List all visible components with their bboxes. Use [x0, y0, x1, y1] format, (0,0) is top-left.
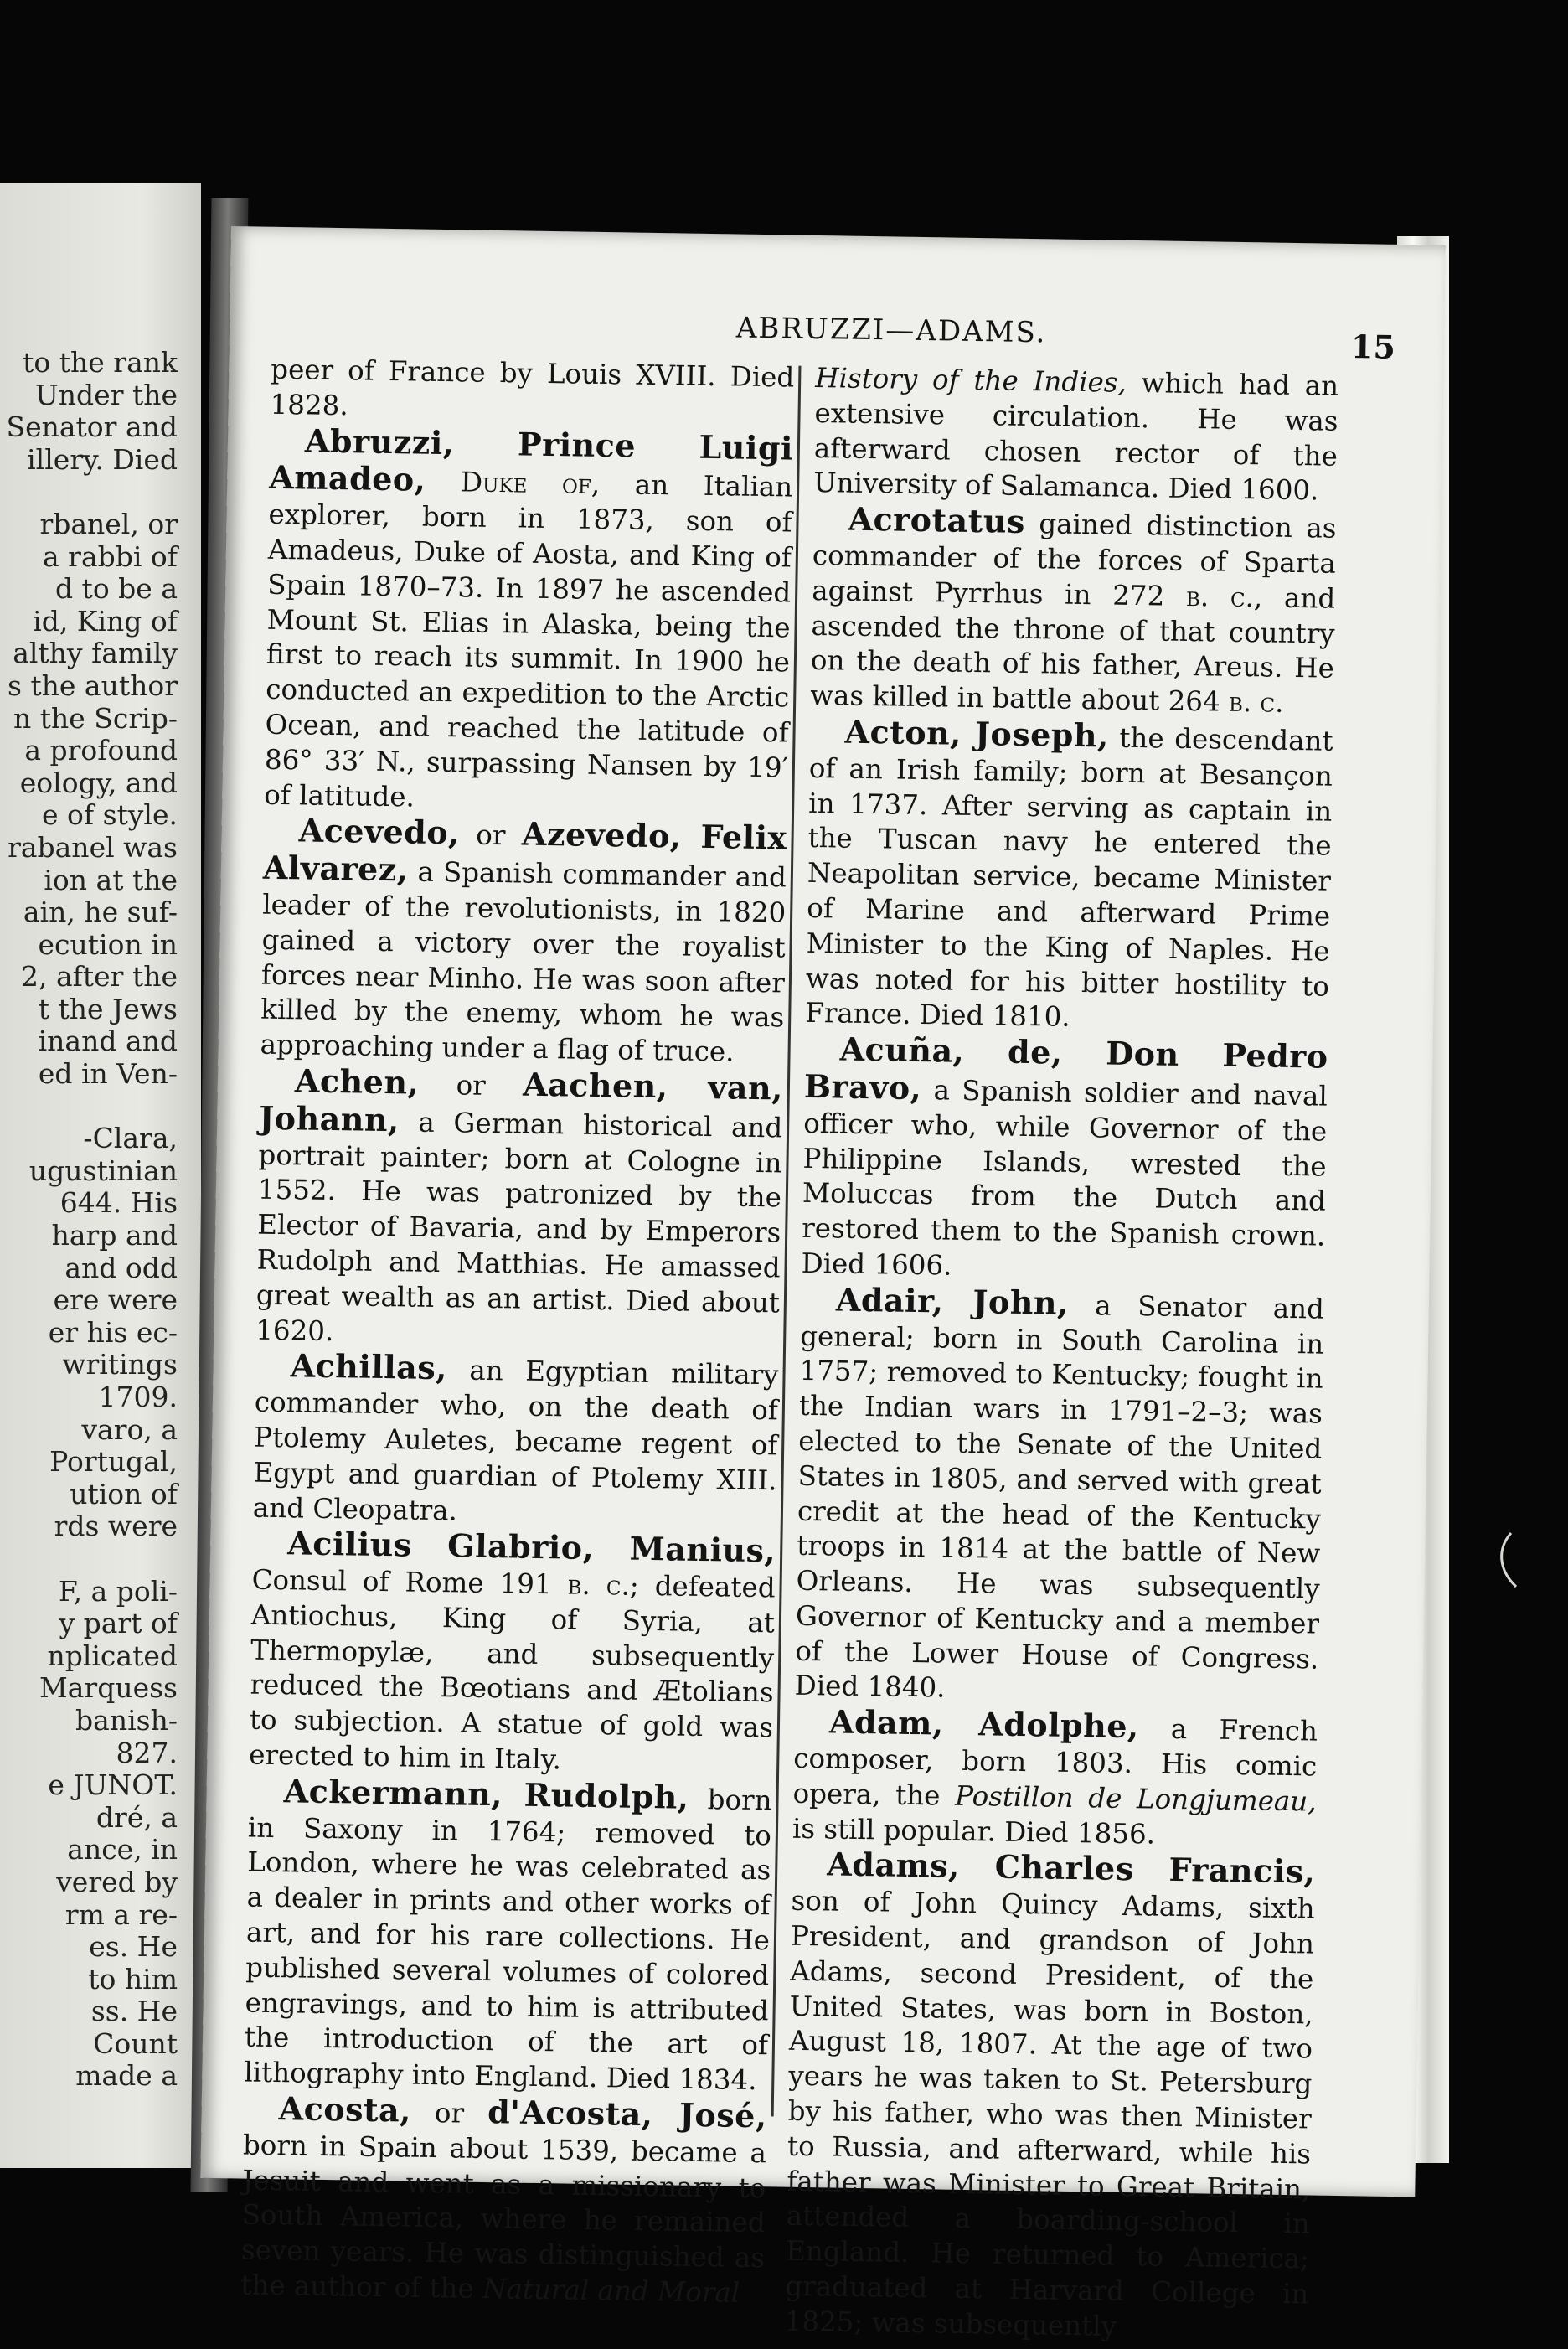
- headword: Acilius Glabrio, Manius,: [286, 1524, 776, 1570]
- entry-adams: Adams, Charles Francis, son of John Quincy Adams, sixth President, and grandson of John Adams, second President, of the United States, was born in Boston, August 18, 1807. At the age of two years he was taken to St. Petersburg by his father, who was then Minister to Russia, and afterward, while his father was Minister to Great Britain, attended a boarding-school in England. He returned to America; graduated at Harvard College in 1825; was subsequently: [784, 1845, 1316, 2342]
- facing-page-line: made a: [75, 2059, 178, 2093]
- facing-page-line: e JUNOT.: [48, 1768, 178, 1802]
- facing-page-line: dré, a: [95, 1800, 178, 1834]
- facing-page-line: harp and: [51, 1219, 178, 1252]
- entry-continued: peer of France by Louis XVIII. Died 1828.: [270, 353, 795, 422]
- facing-page-line: ution of: [70, 1477, 178, 1510]
- facing-page-line: es. He: [89, 1930, 178, 1964]
- headword: Adams, Charles Francis,: [827, 1845, 1316, 1892]
- headword: Acton, Joseph,: [844, 712, 1110, 755]
- facing-page-line: varo, a: [81, 1412, 178, 1446]
- entry-acosta: Acosta, or d'Acosta, José, born in Spain about 1539, became a Jesuit and went as a missionary to South America, where he remained seven years. He was distinguished as the author of the Natural and Moral: [240, 2089, 768, 2309]
- facing-page-line: e of style.: [41, 798, 178, 832]
- headword: Acrotatus: [848, 499, 1026, 541]
- headword: Acevedo,: [298, 811, 461, 852]
- headword: Acuña, de, Don Pedro Bravo,: [803, 1030, 1328, 1107]
- facing-page-line: Count: [93, 2026, 178, 2060]
- facing-page-line: ed in Ven-: [38, 1057, 178, 1091]
- facing-page-text: [0, 347, 178, 2093]
- headword: Adair, John,: [835, 1280, 1070, 1322]
- facing-page-line: nplicated: [47, 1639, 178, 1672]
- facing-page-line: and odd: [64, 1251, 178, 1284]
- facing-page-line: F, a poli-: [58, 1574, 178, 1608]
- facing-page-line: writings: [62, 1348, 178, 1381]
- facing-page-line: d to be a: [54, 572, 178, 606]
- facing-page-line: 1709.: [98, 1381, 178, 1413]
- facing-page-line: ance, in: [67, 1833, 178, 1866]
- facing-page-line: to him: [88, 1962, 178, 1995]
- facing-page-line: rds were: [54, 1510, 178, 1543]
- facing-page-line: eology, and: [19, 766, 178, 799]
- entry-acilius: Acilius Glabrio, Manius, Consul of Rome 191 b. c.; defeated Antiochus, King of Syria, at Thermopylæ, and subsequently reduced the Bœotians and Ætolians to subjection. A statue of gold was erected to him in Italy.: [249, 1524, 776, 1776]
- facing-page-line: ain, he suf-: [23, 896, 178, 929]
- facing-page-line: er his ec-: [48, 1315, 178, 1349]
- facing-page-line: n the Scrip-: [13, 701, 178, 735]
- running-head: ABRUZZI—ADAMS.: [735, 311, 1047, 350]
- facing-page: [0, 183, 201, 2168]
- facing-page-line: a rabbi of: [43, 539, 178, 573]
- facing-page-line: ugustinian: [28, 1154, 178, 1187]
- facing-page-line: illery. Died: [27, 442, 178, 476]
- headword: Achillas,: [290, 1346, 448, 1387]
- facing-page-line: vered by: [56, 1865, 178, 1898]
- facing-page-line: 644. His: [59, 1186, 178, 1220]
- facing-page-line: id, King of: [33, 604, 178, 638]
- headword: Acosta,: [278, 2089, 412, 2130]
- entry-adam: Adam, Adolphe, a French composer, born 1803. His comic opera, the Postillon de Longjumeau, is still popular. Died 1856.: [792, 1702, 1318, 1851]
- entry-abruzzi: Abruzzi, Prince Luigi Amadeo, Duke of, an Italian explorer, born in 1873, son of Amadeus, Duke of Aosta, and King of Spain 1870–73. In 1897 he ascended Mount St. Elias in Alaska, being the first to reach its summit. In 1900 he conducted an expedition to the Arctic Ocean, and reached the latitude of 86° 33′ N., surpassing Nansen by 19′ of latitude.: [264, 421, 794, 813]
- facing-page-line: [0, 1543, 178, 1576]
- facing-page-line: [0, 1091, 178, 1123]
- facing-page-line: t the Jews: [38, 992, 178, 1025]
- facing-page-line: ere were: [53, 1283, 178, 1317]
- entry-acuna: Acuña, de, Don Pedro Bravo, a Spanish soldier and naval officer who, while Governor of the Philippine Islands, wrested the Moluccas from the Dutch and restored them to the Spanish crown. Died 1606.: [801, 1030, 1328, 1282]
- facing-page-line: ecution in: [38, 927, 178, 961]
- facing-page-line: banish-: [75, 1703, 178, 1737]
- book-page: [200, 226, 1445, 2342]
- facing-page-line: to the rank: [23, 346, 178, 379]
- scan-artifact-curl: [1494, 1531, 1519, 1590]
- facing-page-line: a profound: [24, 734, 178, 767]
- facing-page-line: rbanel, or: [39, 507, 178, 540]
- facing-page-line: [0, 476, 178, 509]
- facing-page-line: 827.: [116, 1736, 178, 1769]
- facing-page-line: 2, after the: [21, 960, 178, 994]
- entry-continued: History of the Indies, which had an extensive circulation. He was afterward chosen rector of the University of Salamanca. Died 1600.: [812, 361, 1339, 507]
- entry-acrotatus: Acrotatus gained distinction as commander of the forces of Sparta against Pyrrhus in 272 b. c., and ascended the throne of that country on the death of his father, Areus. He was killed in battle about 264 b. c.: [809, 499, 1337, 719]
- facing-page-line: ion at the: [44, 863, 178, 896]
- facing-page-line: inand and: [38, 1025, 178, 1058]
- entry-achen: Achen, or Aachen, van, Johann, a German historical and portrait painter; born at Cologne in 1552. He was patronized by the Elector of Bavaria, and by Emperors Rudolph and Matthias. He amassed great wealth as an artist. Died about 1620.: [255, 1061, 784, 1347]
- page-number: 15: [1350, 328, 1396, 366]
- headword: Achen,: [294, 1061, 420, 1102]
- right-column: [784, 361, 1338, 2347]
- facing-page-line: althy family: [13, 637, 178, 670]
- facing-page-line: rabanel was: [8, 830, 178, 864]
- headword: Abruzzi, Prince Luigi Amadeo,: [268, 421, 794, 499]
- facing-page-line: -Clara,: [83, 1122, 178, 1155]
- facing-page-line: Senator and: [6, 410, 178, 444]
- facing-page-line: rm a re-: [64, 1897, 178, 1931]
- facing-page-line: Under the: [34, 378, 178, 411]
- headword: Ackermann, Rudolph,: [283, 1772, 689, 1816]
- headword: Adam, Adolphe,: [828, 1702, 1140, 1746]
- facing-page-line: Marquess: [39, 1671, 178, 1705]
- entry-acevedo: Acevedo, or Azevedo, Felix Alvarez, a Spanish commander and leader of the revolutionists, in 1820 gained a victory over the royalist forces near Minho. He was soon after killed by the enemy, whom he was approaching under a flag of truce.: [260, 811, 787, 1068]
- entry-acton: Acton, Joseph, the descendant of an Irish family; born at Besançon in 1737. After serving as captain in the Tuscan navy he entered the Neapolitan service, became Minister of Marine and afterward Prime Minister to the King of Naples. He was noted for his bitter hostility to France. Died 1810.: [805, 712, 1333, 1034]
- facing-page-line: s the author: [7, 669, 178, 702]
- facing-page-line: Portugal,: [49, 1445, 178, 1479]
- entry-adair: Adair, John, a Senator and general; born in South Carolina in 1757; removed to Kentucky; fought in the Indian wars in 1791–2–3; was elected to the Senate of the United States in 1805, and served with great credit at the head of the Kentucky troops in 1814 at the battle of New Orleans. He was subsequently Governor of Kentucky and a member of the Lower House of Congress. Died 1840.: [794, 1280, 1325, 1705]
- entry-achillas: Achillas, an Egyptian military commander who, on the death of Ptolemy Auletes, became regent of Egypt and guardian of Ptolemy XIII. and Cleopatra.: [252, 1346, 779, 1526]
- facing-page-line: y part of: [59, 1607, 178, 1640]
- facing-page-line: ss. He: [90, 1995, 178, 2028]
- entry-ackermann: Ackermann, Rudolph, born in Saxony in 1764; removed to London, where he was celebrated as a dealer in prints and other works of art, and for his rare collections. He published several volumes of colored engravings, and to him is attributed the introduction of the art of lithography into England. Died 1834.: [244, 1772, 772, 2097]
- left-column: [240, 353, 795, 2311]
